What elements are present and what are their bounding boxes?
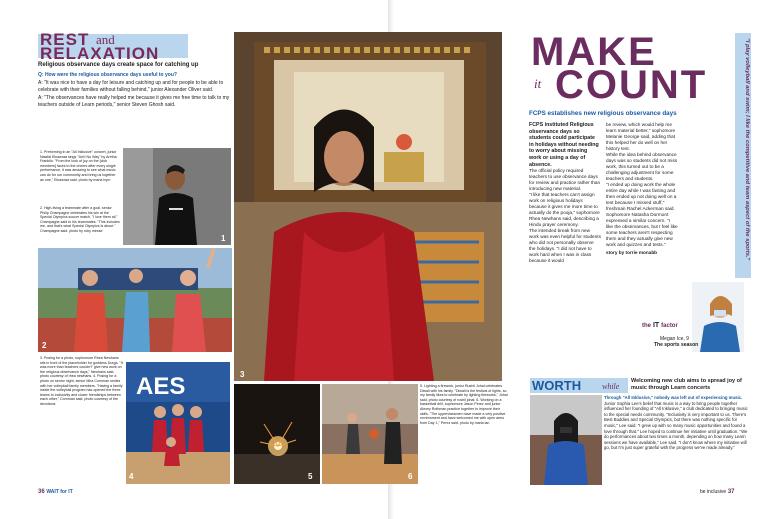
story-col2-p1: be review, which would help me learn material better," sophomore Melanie George said, adding that this helped her do well on her history test. [606,122,676,151]
answer-2: A: "The observances have really helped me because it gives me free time to talk to my teachers outside of Learn periods," senior Steven Ghosh said. [38,95,230,108]
it-factor-caption: The sports season [654,342,699,348]
photo-basketball [322,384,418,484]
it-factor-name: Megan Ice, 9 [660,336,689,342]
worth-lead: Through "All Inklusive," nobody was left out of experiencing music. [604,395,743,400]
volleyball-illustration [126,362,230,484]
soccer-illustration [38,248,232,352]
right-subhead: FCPS establishes new religious observance days [529,110,677,117]
story-col2-p3: "I ended up doing work the whole entire day while I was fasting and then ended up not doing well on a test because I missed stuff," freshman Rachel Ackerman said. [606,182,677,211]
caption-3-4: 3. Posing for a photo, sophomore Rhea Newhans sits in front of the placeholder for goddess Durga. "It was more than teachers couldn't" give new work on the religious observance days," Newhans said. photo courtesy of rhea newhans. 4. Posing for a photo on senior night, senior Mira Cornman smiles with her volleyball family members. "Having a family inside the volleyball program has opened the three teams to inclusivity and closer friendships between each other," Cornman said. photo courtesy of the devotions [40,356,123,406]
question: Q: How were the religious observance days useful to you? [38,72,177,78]
firework-illustration [234,384,320,484]
story-lead: FCPS instituted Religious observance days so students could participate in holidays without needing to worry about missing work or using a day of absence. [529,122,599,168]
right-folio-text: be inclusive [700,489,727,495]
it-factor-word: factor [661,323,678,329]
photo-volleyball [126,362,230,484]
portrait-illustration [234,32,502,381]
it-factor-the: the [642,323,651,329]
right-page-number: 37 [727,489,735,495]
worth-body-text: Junior Sophia Lee's belief that music is a way to bring people together influenced her founding of "All Inklusive," a club dedicated to bringing music to the special needs community. "Inclusivity is very important to us. There's Best Buddies and Special Olympics, but there was nothing specific for music," Lee said. "I grew up with so many music opportunities and found a love through that." Lee hoped to continue her initiative until graduation. "We do performances about two times a month, depending on how many Learn sessions we have available," Lee said. "I don't know where my initiative will go, but I'm just super grateful with the progress we've made already." [604,400,748,451]
title-relaxation: RELAXATION [40,44,160,63]
worth-body [604,395,750,451]
rest-and-relaxation-title [38,30,188,63]
left-page-number: 36 [38,489,45,495]
photo-number-4: 4 [129,472,134,481]
title-count: COUNT [555,63,708,107]
title-rest: REST [40,30,90,49]
photo-number-1: 1 [221,234,226,243]
svg-text:AES: AES [136,373,186,400]
title-while: while [602,382,620,391]
basketball-illustration [322,384,418,484]
photo-piano [530,395,602,485]
story-col1-p3: The intended break from new work was even helpful for students who did not personally observe the holidays. "I did not have to work hard when I was in class because it would [529,228,601,264]
vertical-pull-quote: "I play volleyball and swim; I like the competitive and team aspect of the sports." [744,38,750,261]
story-col2-p2: While the idea behind observance days was so students did not miss work, this turned out to be a challenging adjustment for some teachers and students. [606,152,678,181]
answer-1: A: "It was nice to have a day for leisure and catching up and for people to be able to celebrate with their families without falling behind," junior Alexander Oliver said. [38,80,224,93]
photo-number-5: 5 [308,472,313,481]
left-folio-text: WAIT for IT [46,489,73,495]
it-factor-heading [642,322,678,329]
it-factor-it: IT [652,322,660,329]
photo-number-6: 6 [408,472,413,481]
title-and: and [96,32,115,47]
photo-number-3: 3 [240,370,245,379]
photo-number-2: 2 [42,341,47,350]
story-byline: story by torrie monabb [606,250,658,255]
qa-block [38,72,238,108]
story-col2-p4: Sophomore Natasha Dormont expressed a similar concern. "I like the observances, but I feel like some teachers aren't respecting them and they actually give new work and quizzes and tests." [606,212,678,247]
title-make: MAKE [531,30,657,74]
title-worth: WORTH [532,378,582,393]
piano-illustration [530,395,602,485]
title-it: it [534,76,542,91]
photo-shrine-portrait [234,32,502,381]
singer-illustration [123,148,231,245]
left-subhead: Religious observance days create space for catching up [38,62,199,68]
photo-firework [234,384,320,484]
worth-subhead: Welcoming new club aims to spread joy of music through Learn concerts [631,378,742,391]
story-column-2 [606,122,678,256]
worth-while-title [530,378,628,393]
caption-1: 1. Preforming in an "All Inklusive" concert, junior Nawfal Elnawraa sings "Ain't No Way" by Aretha Franklin. "From the look of joy on the [club members] faces to the cheers after every single performance, it was amazing to see what music can do for our community and bring us together as one," Elnawraa said. photo by maria byrn [40,150,117,182]
caption-5-6: 5. Lighting a firework, junior Rushil Johal celebrates Diwali with his family. "Diwali is the festival of lights, so my family likes to celebrate by lighting fireworks," Johal said. photo courtesy of rushil johal. 6. Working on a basketball drill, sophomore Jason Perez and junior Alexey Rothman practice together to improve their skills. "The upperclassmen have made a very positive environment and have welcomed me with open arms from Day 1," Perez said. photo by maria lan [420,384,508,425]
story-col1-p2: "I like that teachers can't assign work on religious holidays because it gives me more time to actually do the pooja," sophomore Rhea Newhans said, describing a Hindu prayer ceremony. [529,192,600,228]
photo-it-factor [692,282,744,352]
caption-2: 2. High-fiving a teammate after a goal, senior Philip Champagne celebrates his win at the Special Olympics soccer match. "I love them all," Champagne said to his teammates. "This includes me, and that's what Special Olympics is about." Champagne said. photo by ruby messe [40,206,120,233]
left-folio [38,489,73,495]
right-folio [700,489,735,495]
photo-singer [123,148,231,245]
story-column-1 [529,122,601,264]
story-col1-p1: The official policy required teachers to use observance days for review and practice rather than introducing new material. [529,168,601,192]
it-factor-portrait [692,282,744,352]
photo-soccer [38,248,232,352]
